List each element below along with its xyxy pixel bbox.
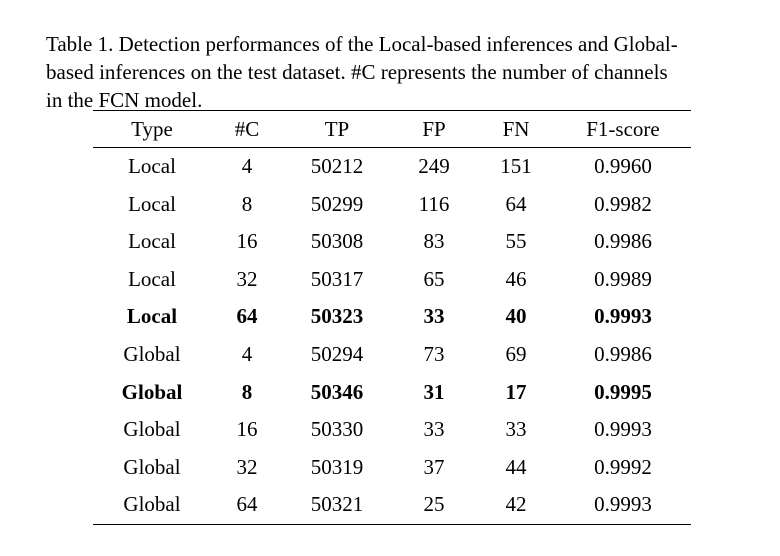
table-row — [93, 336, 691, 374]
results-table — [93, 110, 691, 525]
cell-channels: 4 — [241, 341, 253, 366]
cell-channels: 16 — [236, 417, 258, 442]
cell-type: Local — [126, 304, 178, 329]
cell-f1-score: 0.9986 — [594, 229, 652, 254]
cell-f1-score: 0.9993 — [594, 304, 652, 329]
table-header-row — [93, 111, 691, 148]
table-row — [93, 374, 691, 412]
caption-line-2: based inferences on the test dataset. #C represents the number of channels — [46, 60, 668, 84]
header-fn: FN — [477, 111, 555, 148]
cell-channels: 16 — [236, 229, 258, 254]
cell-f1-score: 0.9993 — [594, 417, 652, 442]
cell-fp: 25 — [391, 486, 477, 524]
table-row — [93, 261, 691, 299]
cell-tp: 50330 — [310, 417, 364, 442]
cell-channels: 32 — [236, 454, 258, 479]
cell-type: Global — [93, 486, 211, 524]
table-row — [93, 223, 691, 261]
cell-type: Global — [123, 417, 181, 442]
cell-fn: 151 — [500, 154, 532, 178]
table-row — [93, 148, 691, 186]
cell-fp: 31 — [423, 379, 445, 404]
cell-type: Global — [121, 379, 183, 404]
table-body — [93, 148, 691, 525]
cell-f1-score: 0.9993 — [555, 486, 691, 524]
cell-f1-score: 0.9960 — [594, 154, 652, 178]
cell-fn: 40 — [505, 304, 527, 329]
cell-fn: 46 — [505, 266, 527, 291]
cell-fn: 64 — [505, 191, 527, 216]
cell-fn: 17 — [505, 379, 527, 404]
cell-channels: 64 — [236, 304, 258, 329]
cell-tp: 50321 — [283, 486, 391, 524]
cell-fp: 73 — [423, 341, 445, 366]
table-row — [93, 298, 691, 336]
cell-type: Local — [128, 266, 176, 291]
cell-fp: 33 — [423, 417, 445, 442]
table-row — [93, 449, 691, 487]
cell-fn: 33 — [505, 417, 527, 442]
header-fp: FP — [391, 111, 477, 148]
cell-channels: 32 — [236, 266, 258, 291]
table-row — [93, 411, 691, 449]
table-row — [93, 486, 691, 524]
cell-type: Global — [123, 454, 181, 479]
caption-line-1: Table 1. Detection performances of the Local-based inferences and Global- — [46, 32, 678, 56]
cell-f1-score: 0.9986 — [594, 341, 652, 366]
cell-channels: 8 — [241, 191, 253, 216]
cell-tp: 50294 — [310, 341, 364, 366]
cell-fn: 42 — [477, 486, 555, 524]
header-f1-score: F1-score — [555, 111, 691, 148]
cell-tp: 50317 — [310, 266, 364, 291]
header-tp: TP — [283, 111, 391, 148]
header-channels: #C — [211, 111, 283, 148]
cell-fp: 116 — [418, 191, 450, 216]
cell-fp: 33 — [423, 304, 445, 329]
cell-f1-score: 0.9982 — [594, 191, 652, 216]
cell-fn: 55 — [505, 229, 527, 254]
cell-tp: 50212 — [310, 154, 364, 178]
results-table-container — [93, 110, 691, 525]
cell-tp: 50308 — [310, 229, 364, 254]
cell-fn: 69 — [505, 341, 527, 366]
caption-line-3: in the FCN model. — [46, 88, 203, 112]
cell-f1-score: 0.9989 — [594, 266, 652, 291]
cell-tp: 50299 — [310, 191, 364, 216]
cell-type: Local — [128, 191, 176, 216]
cell-type: Local — [128, 154, 176, 178]
cell-channels: 4 — [241, 154, 253, 178]
cell-fp: 249 — [418, 154, 450, 178]
cell-tp: 50323 — [310, 304, 364, 329]
cell-fp: 83 — [423, 229, 445, 254]
cell-channels: 8 — [241, 379, 253, 404]
cell-type: Global — [123, 341, 181, 366]
cell-tp: 50319 — [310, 454, 364, 479]
cell-channels: 64 — [211, 486, 283, 524]
cell-f1-score: 0.9995 — [594, 379, 652, 404]
table-row — [93, 186, 691, 224]
cell-fp: 37 — [423, 454, 445, 479]
table-caption — [46, 30, 756, 114]
cell-tp: 50346 — [310, 379, 364, 404]
cell-fn: 44 — [505, 454, 527, 479]
cell-fp: 65 — [423, 266, 445, 291]
cell-type: Local — [128, 229, 176, 254]
header-type: Type — [93, 111, 211, 148]
cell-f1-score: 0.9992 — [594, 454, 652, 479]
